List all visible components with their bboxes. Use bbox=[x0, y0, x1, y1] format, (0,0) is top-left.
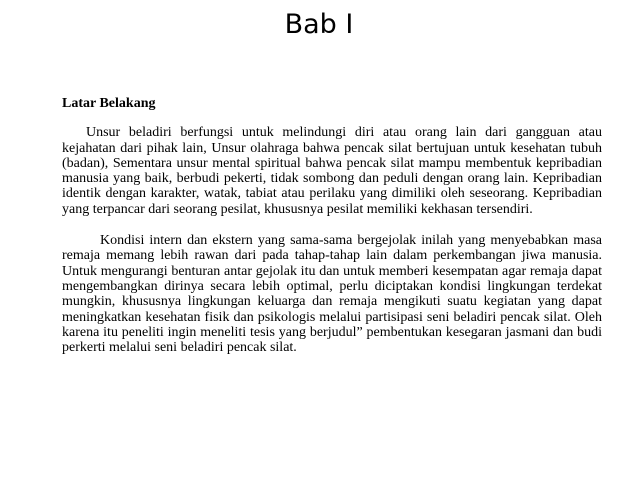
content-body bbox=[62, 96, 602, 355]
section-heading: Latar Belakang bbox=[62, 96, 156, 111]
paragraph-2: Kondisi intern dan ekstern yang sama-sama bergejolak inilah yang menyebabkan masa remaja memang lebih rawan dari pada tahap-tahap lain dalam perkembangan jiwa manusia. Untuk mengurangi benturan antar gejolak itu dan untuk memberi kesempatan agar remaja dapat mengembangkan dirinya secara lebih optimal, perlu diciptakan kondisi lingkungan terdekat mungkin, khususnya lingkungan keluarga dan remaja mengikuti suatu kegiatan yang dapat meningkatkan kesehatan fisik dan psikologis melalui partisipasi seni beladiri pencak silat. Oleh karena itu peneliti ingin meneliti tesis yang berjudul” pembentukan kesegaran jasmani dan budi perkerti melalui seni beladiri pencak silat. bbox=[62, 233, 602, 356]
paragraph-1: Unsur beladiri berfungsi untuk melindungi diri atau orang lain dari gangguan atau kejahatan dari pihak lain, Unsur olahraga bahwa pencak silat bertujuan untuk kesehatan tubuh (badan), Sementara unsur mental spiritual bahwa pencak silat mampu membentuk kepribadian manusia yang baik, berbudi pekerti, tidak sombong dan peduli dengan orang lain. Kepribadian identik dengan karakter, watak, tabiat atau perilaku yang dimiliki oleh seseorang. Kepribadian yang terpancar dari seorang pesilat, khususnya pesilat memiliki kekhasan tersendiri. bbox=[62, 125, 602, 217]
slide-title: Bab I bbox=[284, 9, 354, 40]
